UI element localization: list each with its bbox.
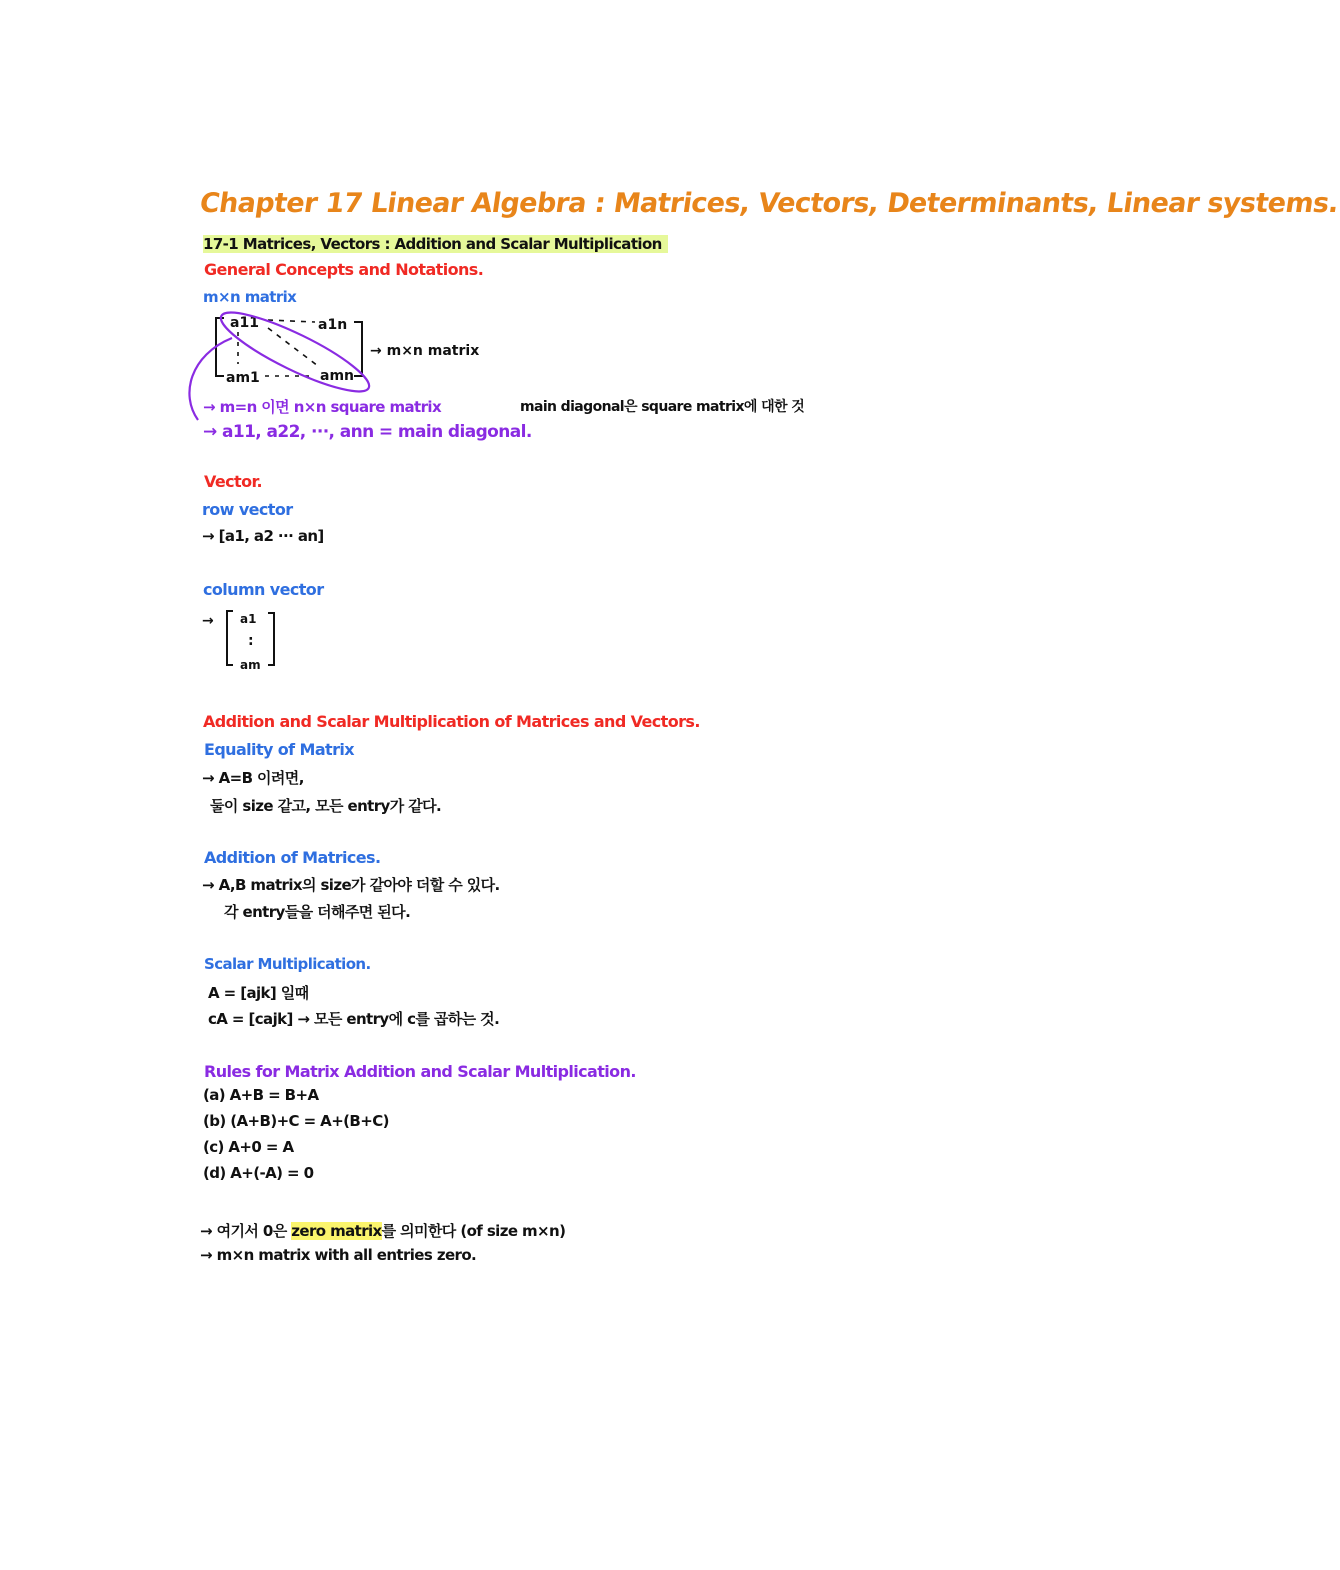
section-subtitle: 17-1 Matrices, Vectors : Addition and Scalar Multiplication bbox=[203, 235, 668, 253]
rule-a: (a) A+B = B+A bbox=[203, 1086, 319, 1104]
heading-addition-scalar: Addition and Scalar Multiplication of Matrices and Vectors. bbox=[203, 712, 700, 731]
zero-matrix-line-1 bbox=[200, 1220, 565, 1241]
col-entry-am: am bbox=[240, 658, 261, 672]
row-vector-label: row vector bbox=[202, 500, 293, 519]
entry-amn: amn bbox=[320, 368, 355, 384]
rules-label: Rules for Matrix Addition and Scalar Multiplication. bbox=[204, 1062, 636, 1081]
square-matrix-note: → m=n 이면 n×n square matrix bbox=[203, 398, 442, 416]
equality-line-2: 둘이 size 같고, 모든 entry가 같다. bbox=[210, 797, 442, 815]
addition-line-2: 각 entry들을 더해주면 된다. bbox=[224, 903, 411, 921]
main-diagonal-side-note: main diagonal은 square matrix에 대한 것 bbox=[520, 399, 805, 415]
entry-a11: a11 bbox=[230, 315, 259, 331]
rule-b: (b) (A+B)+C = A+(B+C) bbox=[203, 1112, 389, 1130]
main-diagonal-note: → a11, a22, ···, ann = main diagonal. bbox=[203, 422, 532, 442]
matrix-top-dash bbox=[268, 320, 315, 322]
column-vector-sketch bbox=[200, 605, 300, 675]
mxn-matrix-label: m×n matrix bbox=[203, 288, 297, 306]
equality-label: Equality of Matrix bbox=[204, 740, 354, 759]
rule-d: (d) A+(-A) = 0 bbox=[203, 1164, 314, 1182]
chapter-title: Chapter 17 Linear Algebra : Matrices, Vectors, Determinants, Linear systems. bbox=[197, 188, 1340, 219]
addition-label: Addition of Matrices. bbox=[204, 848, 381, 867]
row-vector-expression: → [a1, a2 ··· an] bbox=[202, 527, 324, 545]
heading-vector: Vector. bbox=[204, 472, 262, 491]
col-right-bracket bbox=[268, 613, 274, 665]
equality-line-1: → A=B 이려면, bbox=[202, 769, 304, 787]
zero-matrix-line-2: → m×n matrix with all entries zero. bbox=[200, 1246, 477, 1264]
zero-matrix-highlight: zero matrix bbox=[291, 1222, 382, 1240]
addition-line-1: → A,B matrix의 size가 같아야 더할 수 있다. bbox=[202, 876, 500, 894]
heading-general-concepts: General Concepts and Notations. bbox=[204, 260, 484, 279]
zero-line1-post: 를 의미한다 (of size m×n) bbox=[381, 1222, 566, 1240]
matrix-left-bracket bbox=[216, 318, 224, 376]
col-entry-dots: : bbox=[248, 633, 254, 649]
scalar-line-1: A = [ajk] 일때 bbox=[208, 984, 309, 1002]
entry-am1: am1 bbox=[226, 370, 260, 386]
matrix-diagonal-dash bbox=[268, 328, 318, 366]
entry-a1n: a1n bbox=[318, 317, 348, 333]
column-vector-label: column vector bbox=[203, 580, 324, 599]
column-vector-arrow: → bbox=[202, 613, 214, 629]
zero-line1-pre: → 여기서 0은 bbox=[200, 1222, 287, 1240]
col-left-bracket bbox=[227, 611, 233, 665]
matrix-arrow-label: → m×n matrix bbox=[370, 343, 480, 359]
scalar-label: Scalar Multiplication. bbox=[204, 955, 371, 973]
rule-c: (c) A+0 = A bbox=[203, 1138, 294, 1156]
scalar-line-2: cA = [cajk] → 모든 entry에 c를 곱하는 것. bbox=[208, 1010, 500, 1028]
col-entry-a1: a1 bbox=[240, 612, 257, 626]
